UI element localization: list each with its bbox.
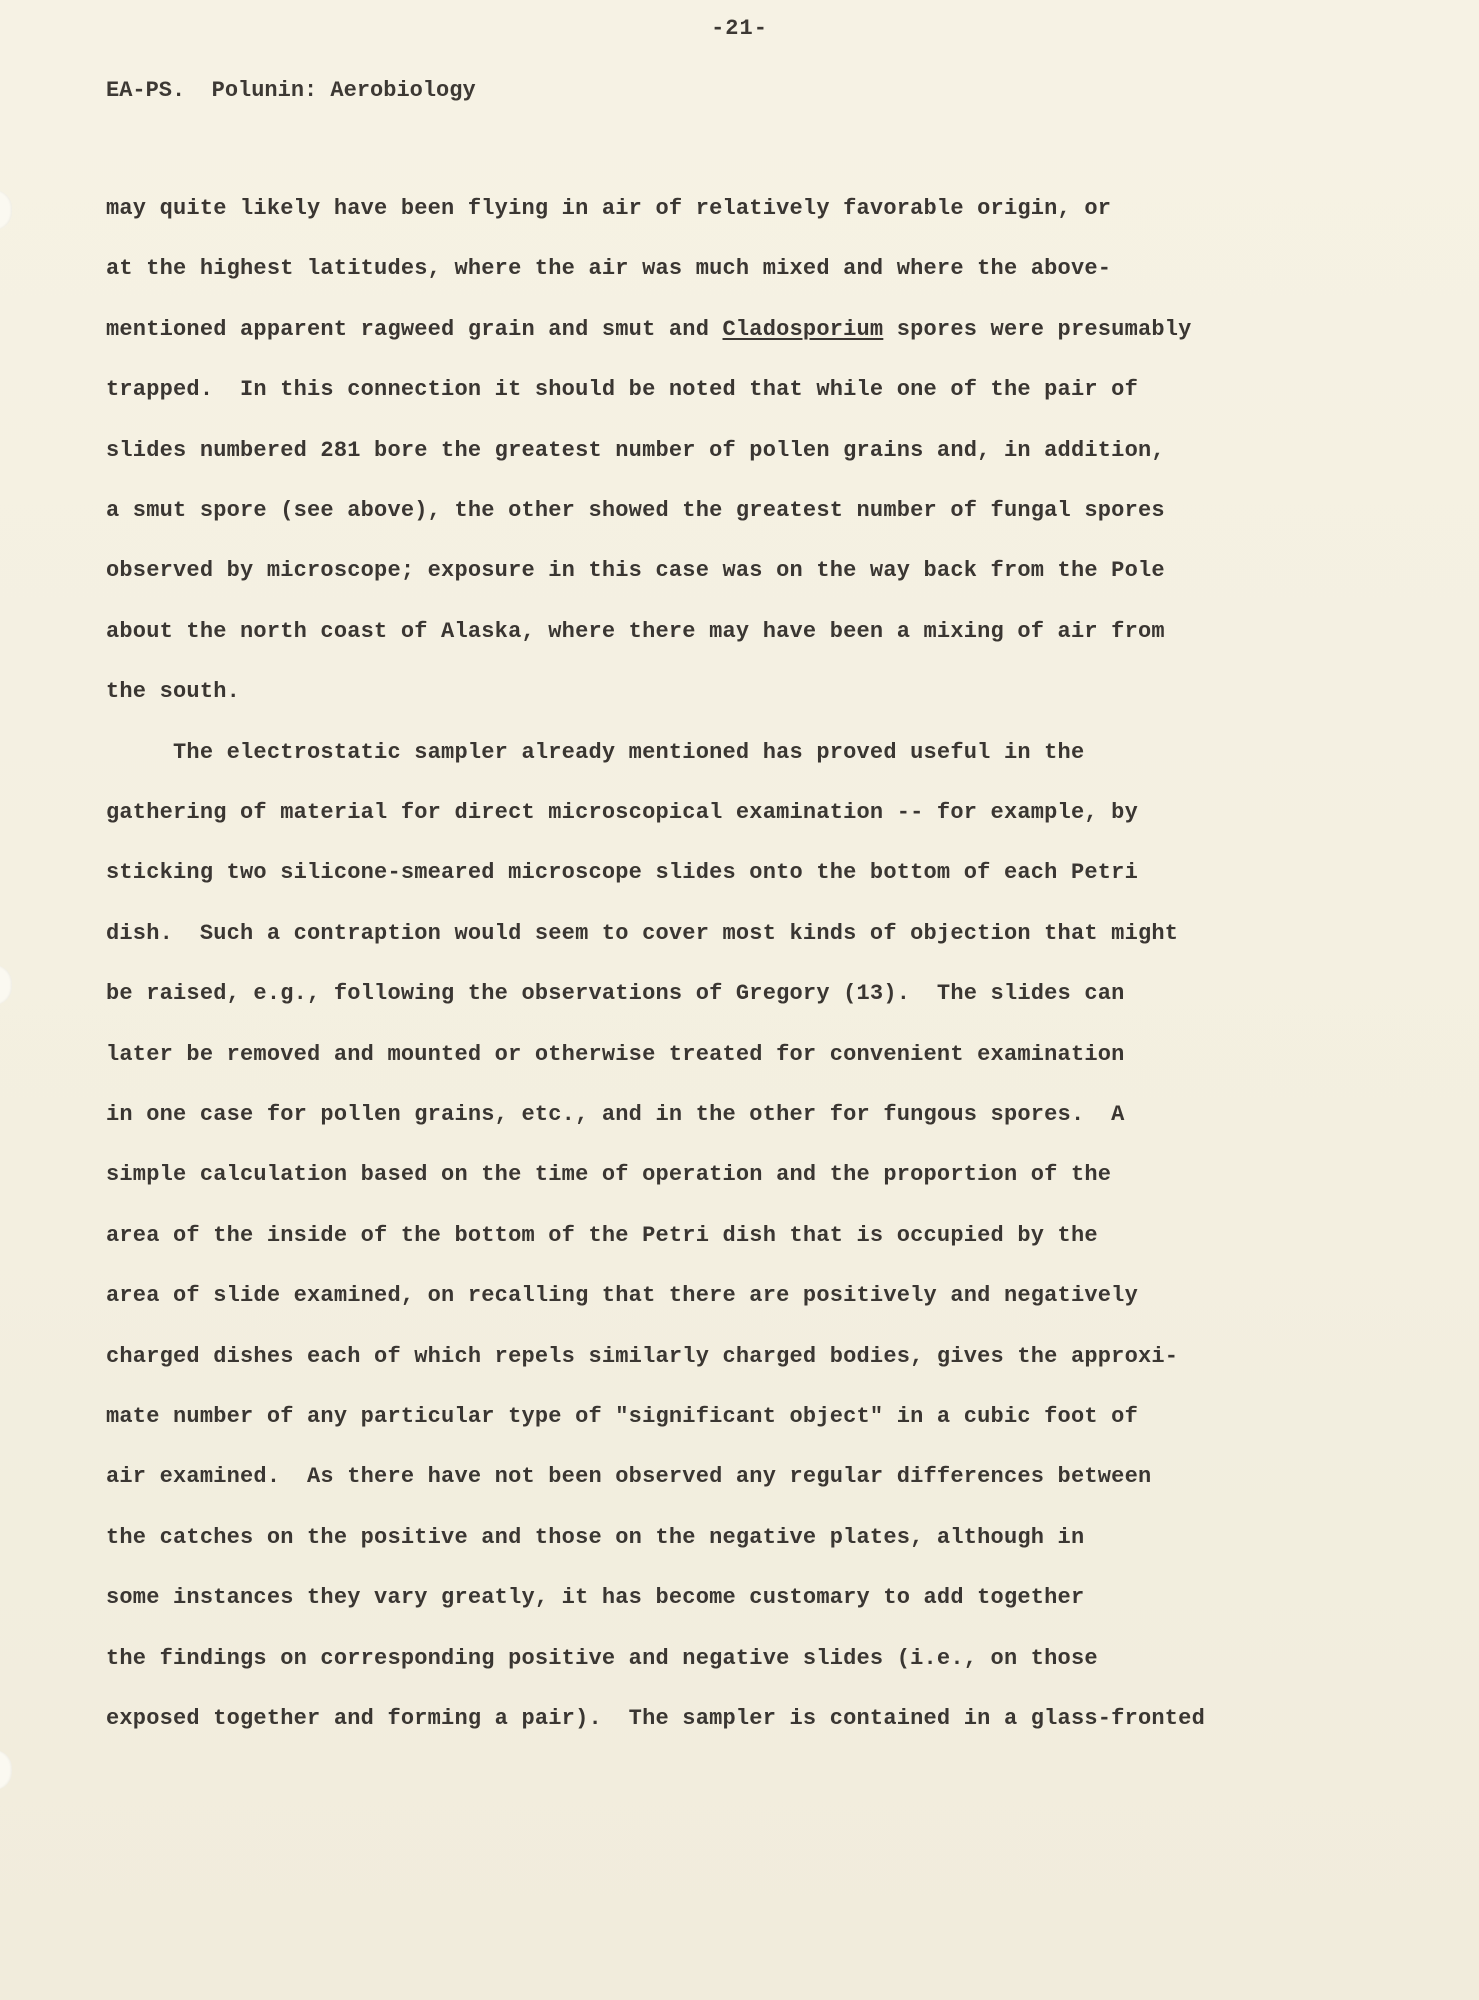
text-line — [106, 740, 1084, 765]
text-line — [106, 1283, 1138, 1308]
text-segment: The electrostatic sampler already mentioned has proved useful in the — [106, 740, 1085, 765]
page-number: -21- — [711, 16, 768, 41]
text-segment: a smut spore (see above), the other showed the greatest number of fungal spores — [106, 498, 1165, 523]
text-line — [106, 196, 1111, 221]
text-line — [106, 619, 1165, 644]
text-segment: simple calculation based on the time of operation and the proportion of the — [106, 1162, 1112, 1187]
text-segment: mate number of any particular type of "significant object" in a cubic foot of — [106, 1404, 1138, 1429]
text-line — [106, 1646, 1098, 1671]
text-segment: at the highest latitudes, where the air was much mixed and where the above- — [106, 256, 1112, 281]
punch-hole — [0, 1750, 12, 1790]
text-line — [106, 1706, 1205, 1731]
text-segment: the south. — [106, 679, 241, 704]
punch-hole — [0, 190, 12, 230]
text-line — [106, 800, 1138, 825]
text-line — [106, 377, 1138, 402]
text-segment: mentioned apparent ragweed grain and smut and — [106, 317, 723, 342]
text-segment: trapped. In this connection it should be noted that while one of the pair of — [106, 377, 1138, 402]
text-segment: gathering of material for direct microscopical examination -- for example, by — [106, 800, 1138, 825]
text-segment: in one case for pollen grains, etc., and in the other for fungous spores. A — [106, 1102, 1125, 1127]
text-segment: may quite likely have been flying in air of relatively favorable origin, or — [106, 196, 1112, 221]
text-segment: some instances they vary greatly, it has become customary to add together — [106, 1585, 1085, 1610]
text-segment: dish. Such a contraption would seem to cover most kinds of objection that might — [106, 921, 1179, 946]
punch-hole — [0, 965, 12, 1005]
text-segment: air examined. As there have not been observed any regular differences between — [106, 1464, 1152, 1489]
text-line — [106, 438, 1165, 463]
text-line — [106, 1162, 1111, 1187]
text-segment: sticking two silicone-smeared microscope slides onto the bottom of each Petri — [106, 860, 1138, 885]
text-line — [106, 498, 1165, 523]
text-line — [106, 679, 240, 704]
text-line — [106, 317, 1192, 342]
text-segment: slides numbered 281 bore the greatest number of pollen grains and, in addition, — [106, 438, 1165, 463]
text-segment: area of the inside of the bottom of the Petri dish that is occupied by the — [106, 1223, 1098, 1248]
text-line — [106, 1525, 1084, 1550]
text-line — [106, 981, 1125, 1006]
text-line — [106, 1042, 1125, 1067]
text-line — [106, 860, 1138, 885]
text-segment: be raised, e.g., following the observations of Gregory (13). The slides can — [106, 981, 1125, 1006]
underlined-term: Cladosporium — [722, 317, 884, 342]
text-line — [106, 256, 1111, 281]
text-line — [106, 921, 1178, 946]
text-line — [106, 1404, 1138, 1429]
text-segment: charged dishes each of which repels similarly charged bodies, gives the approxi- — [106, 1344, 1179, 1369]
text-segment: the findings on corresponding positive and negative slides (i.e., on those — [106, 1646, 1098, 1671]
text-line — [106, 1223, 1098, 1248]
text-segment: later be removed and mounted or otherwise treated for convenient examination — [106, 1042, 1125, 1067]
running-header: EA-PS. Polunin: Aerobiology — [106, 78, 476, 103]
text-line — [106, 1585, 1084, 1610]
text-segment: area of slide examined, on recalling that there are positively and negatively — [106, 1283, 1138, 1308]
text-line — [106, 558, 1165, 583]
text-segment: about the north coast of Alaska, where there may have been a mixing of air from — [106, 619, 1165, 644]
text-segment: exposed together and forming a pair). The sampler is contained in a glass-fronted — [106, 1706, 1205, 1731]
text-line — [106, 1344, 1178, 1369]
text-segment: the catches on the positive and those on the negative plates, although in — [106, 1525, 1085, 1550]
text-line — [106, 1464, 1151, 1489]
text-segment: observed by microscope; exposure in this case was on the way back from the Pole — [106, 558, 1165, 583]
text-segment: spores were presumably — [883, 317, 1192, 342]
text-line — [106, 1102, 1125, 1127]
